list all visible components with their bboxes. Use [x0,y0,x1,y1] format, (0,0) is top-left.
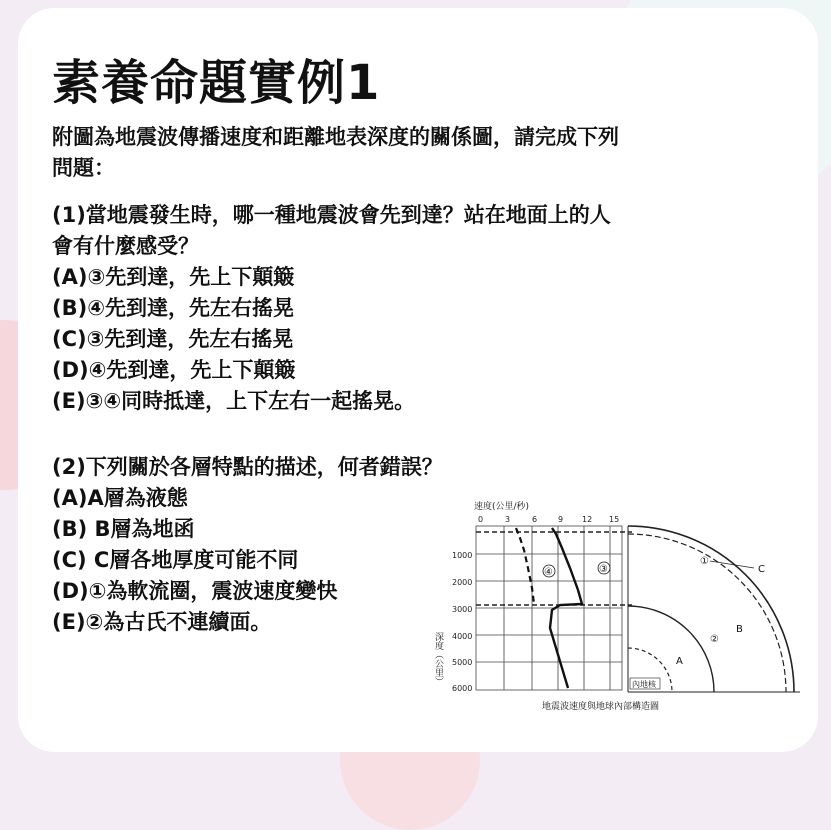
layer-a-label: A [676,656,683,667]
mark-1-label: ① [700,556,709,567]
curve-3-label: ③ [599,564,608,575]
seismic-diagram [432,498,800,716]
intro-line-1: 附圖為地震波傳播速度和距離地表深度的關係圖，請完成下列 [52,125,619,149]
q2-option-d: (D)①為軟流圈，震波速度變快 [52,579,338,603]
seismic-figure [432,498,800,716]
depth-axis-label: 深度（公里） [433,632,443,686]
figure-caption: 地震波速度與地球內部構造圖 [542,702,660,712]
q1-option-b: (B)④先到達，先左右搖晃 [52,296,294,320]
q1-option-c: (C)③先到達，先左右搖晃 [52,327,294,351]
depth-tick: 1000 [452,551,473,560]
intro-line-2: 問題： [52,156,115,180]
speed-tick: 12 [582,515,593,524]
layer-b-label: B [736,624,743,635]
q2-option-b: (B) B層為地函 [52,517,195,541]
mark-2-label: ② [710,634,719,645]
inner-core-label: 內地核 [632,680,656,689]
plus-decoration: + [654,78,683,118]
speed-tick: 9 [558,515,564,524]
depth-tick: 4000 [452,632,473,641]
plus-decoration: + [640,46,669,86]
curve-4-label: ④ [544,567,553,578]
q1-stem-line-1: (1)當地震發生時，哪一種地震波會先到達？站在地面上的人 [52,203,611,227]
q1-option-d: (D)④先到達，先上下顛簸 [52,358,296,382]
q1-option-a: (A)③先到達，先上下顛簸 [52,265,295,289]
depth-tick: 5000 [452,658,473,667]
q2-option-a: (A)A層為液態 [52,486,188,510]
q1-stem-line-2: 會有什麼感受？ [52,234,199,258]
q2-option-e: (E)②為古氏不連續面。 [52,610,272,634]
plus-decoration: + [694,10,723,50]
q1-option-e: (E)③④同時抵達，上下左右一起搖晃。 [52,389,416,413]
chart-grid [476,526,622,690]
speed-tick: 3 [505,515,511,524]
s-wave-curve [516,528,534,604]
layer-c-label: C [758,564,765,575]
plus-decoration: + [652,10,681,50]
depth-tick: 3000 [452,605,473,614]
depth-tick: 2000 [452,578,473,587]
speed-axis-label: 速度(公里/秒) [474,502,530,512]
plus-decoration: + [612,10,641,50]
depth-tick: 6000 [452,684,473,693]
speed-tick: 0 [478,515,484,524]
q2-stem: (2)下列關於各層特點的描述，何者錯誤？ [52,455,443,479]
plus-decoration: + [680,46,709,86]
speed-tick: 6 [532,515,538,524]
page-title: 素養命題實例1 [52,55,381,111]
q2-option-c: (C) C層各地厚度可能不同 [52,548,299,572]
speed-tick: 15 [609,515,620,524]
